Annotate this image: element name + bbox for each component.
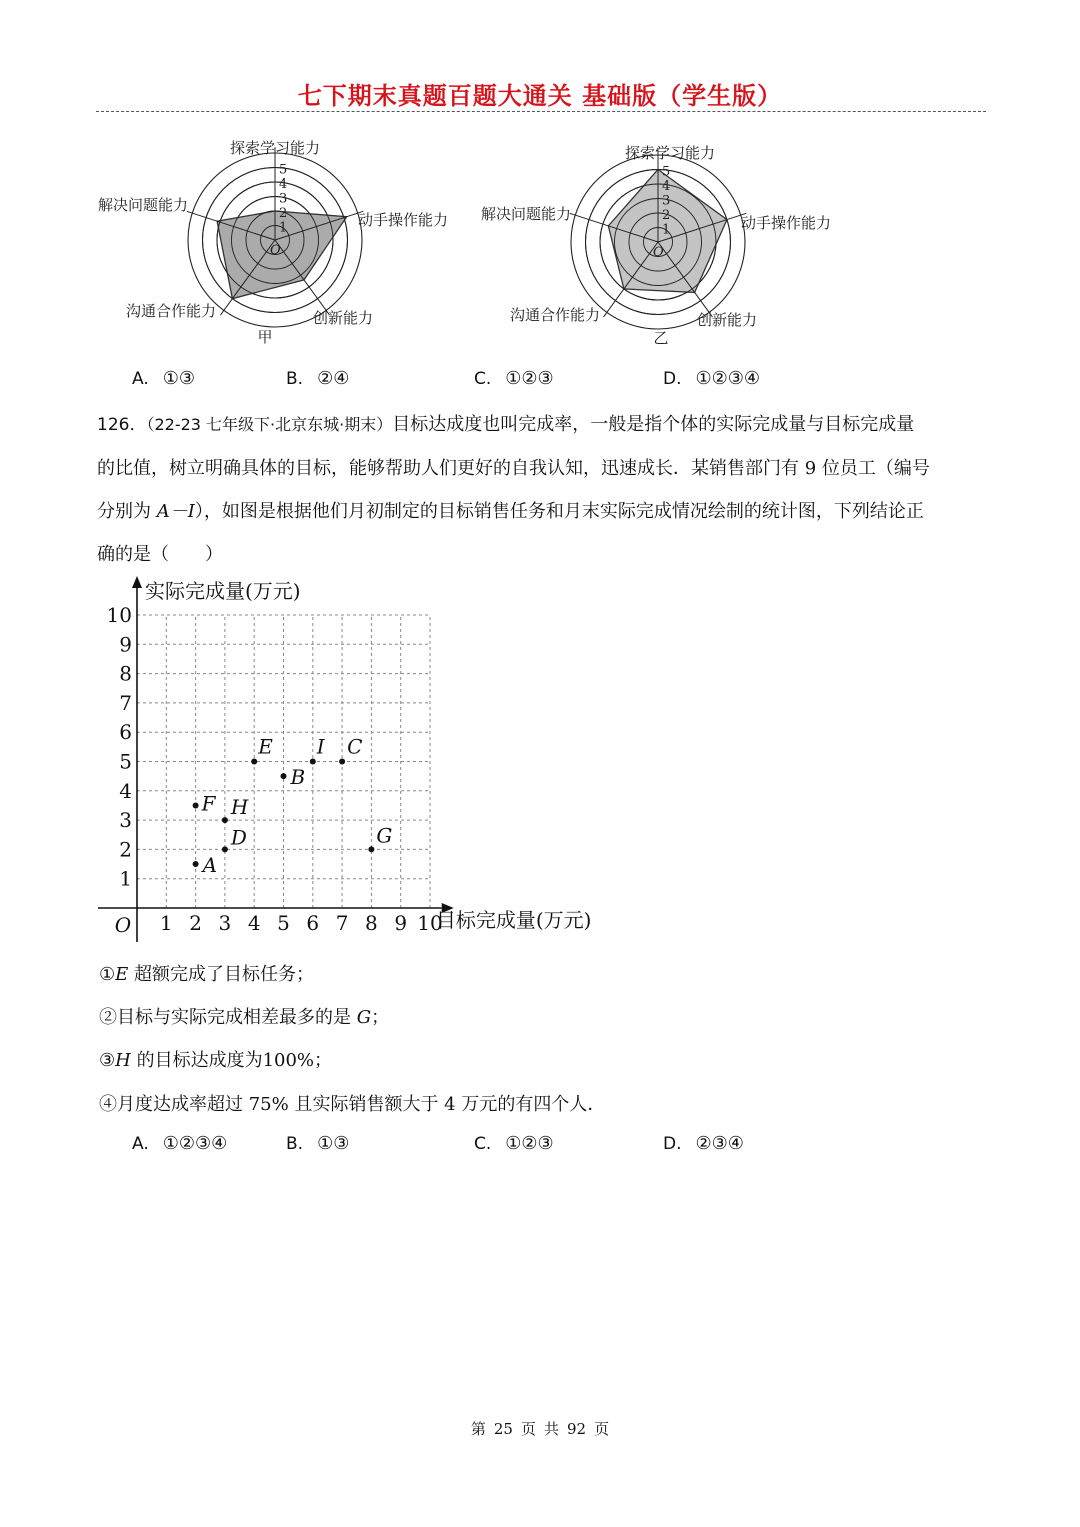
radar-chart-jia xyxy=(90,130,480,355)
data-point-label-d: D xyxy=(230,825,247,850)
q125-option-a[interactable]: A. ①③ xyxy=(132,368,196,389)
y-tick-label: 8 xyxy=(119,661,132,686)
data-point-label-c: C xyxy=(347,734,363,759)
statement-1: ①E 超额完成了目标任务； xyxy=(99,964,315,985)
x-tick-label: 5 xyxy=(277,911,290,935)
radar-chart-yi xyxy=(475,135,865,360)
q126-line-2: 的比值，树立明确具体的目标，能够帮助人们更好的自我认知，迅速成长．某销售部门有 9 位员工（编号 xyxy=(97,458,930,479)
radar-tick-label: 5 xyxy=(662,164,671,180)
radar-origin-label: O xyxy=(653,245,664,260)
radar-tick-label: 2 xyxy=(279,206,288,221)
radar-axis-label: 探索学习能力 xyxy=(229,139,321,157)
radar-axis-label: 探索学习能力 xyxy=(624,144,716,162)
data-point-f xyxy=(193,802,199,808)
y-axis-arrow xyxy=(132,576,142,588)
radar-axis-label: 动手操作能力 xyxy=(358,211,449,229)
x-tick-label: 8 xyxy=(365,911,378,935)
scatter-chart xyxy=(90,570,620,950)
q126-option-a[interactable]: A. ①②③④ xyxy=(132,1133,228,1154)
x-tick-label: 1 xyxy=(159,911,173,935)
radar-tick-label: 3 xyxy=(662,193,671,209)
y-tick-label: 7 xyxy=(119,690,132,715)
x-tick-label: 4 xyxy=(247,911,261,935)
page-footer: 第 25 页 共 92 页 xyxy=(470,1420,610,1438)
total-pages: 92 xyxy=(567,1420,587,1438)
data-point-b xyxy=(281,773,287,779)
data-point-label-g: G xyxy=(376,823,393,848)
radar-axis-label: 创新能力 xyxy=(313,309,374,327)
x-axis-label: 目标完成量(万元) xyxy=(435,908,592,932)
y-tick-label: 1 xyxy=(119,866,132,891)
page-title: 七下期末真题百题大通关 基础版（学生版） xyxy=(297,81,783,110)
radar-tick-label: 3 xyxy=(279,191,288,207)
data-point-label-b: B xyxy=(290,765,306,790)
q125-options xyxy=(0,368,1080,398)
statement-2: ②目标与实际完成相差最多的是 G； xyxy=(99,1007,390,1028)
radar-tick-label: 2 xyxy=(662,208,671,223)
radar-tick-label: 5 xyxy=(279,162,288,178)
q126-stem xyxy=(97,403,979,576)
radar-axis-label: 沟通合作能力 xyxy=(510,306,601,324)
radar-tick-label: 1 xyxy=(662,222,671,238)
x-tick-label: 6 xyxy=(306,911,320,935)
data-point-label-h: H xyxy=(230,795,249,820)
radar-axis-label: 解决问题能力 xyxy=(98,196,189,214)
data-point-a xyxy=(193,861,199,867)
radar-caption: 甲 xyxy=(257,328,273,346)
data-point-label-e: E xyxy=(258,734,273,759)
q126-option-c[interactable]: C. ①②③ xyxy=(474,1133,554,1154)
y-tick-label: 4 xyxy=(119,778,132,803)
question-number: 126． xyxy=(97,415,147,435)
data-point-c xyxy=(339,759,345,765)
radar-axis-label: 沟通合作能力 xyxy=(126,302,217,320)
current-page: 25 xyxy=(493,1420,513,1438)
q126-option-b[interactable]: B. ①③ xyxy=(286,1133,350,1154)
radar-caption: 乙 xyxy=(653,329,669,347)
x-tick-label: 3 xyxy=(218,911,232,935)
statement-4: ④月度达成率超过 75% 且实际销售额大于 4 万元的有四个人． xyxy=(99,1094,606,1115)
data-point-d xyxy=(222,846,228,852)
data-point-g xyxy=(368,846,374,852)
y-tick-label: 5 xyxy=(119,749,132,774)
y-axis-label: 实际完成量(万元) xyxy=(145,579,301,603)
origin-label: O xyxy=(114,913,132,937)
data-point-i xyxy=(310,759,316,765)
x-tick-label: 7 xyxy=(335,911,349,935)
statement-3: ③H 的目标达成度为100%； xyxy=(99,1050,333,1071)
question-source: （22-23 七年级下·北京东城·期末） xyxy=(146,415,393,434)
q126-line-4: 确的是（ ） xyxy=(97,544,223,565)
data-point-e xyxy=(251,759,257,765)
q126-option-d[interactable]: D. ②③④ xyxy=(663,1133,744,1154)
q126-line-1: 126．（22-23 七年级下·北京东城·期末）目标达成度也叫完成率，一般是指个体的实际完成量与目标完成量 xyxy=(97,414,915,435)
radar-origin-label: O xyxy=(270,243,281,258)
x-tick-label: 10 xyxy=(417,911,443,935)
data-point-label-a: A xyxy=(202,853,218,878)
radar-tick-label: 4 xyxy=(662,179,671,194)
q126-options xyxy=(0,1133,1080,1163)
data-point-label-i: I xyxy=(316,734,325,759)
x-tick-label: 2 xyxy=(189,911,202,935)
data-point-h xyxy=(222,817,228,823)
header-divider xyxy=(96,111,986,112)
radar-axis-label: 动手操作能力 xyxy=(741,214,832,232)
q126-line-3: 分别为 A－I），如图是根据他们月初制定的目标销售任务和月末实际完成情况绘制的统计图，下列结论正 xyxy=(97,501,924,522)
radar-tick-label: 1 xyxy=(279,220,288,236)
x-tick-label: 9 xyxy=(394,911,408,935)
q125-option-d[interactable]: D. ①②③④ xyxy=(663,368,761,389)
radar-tick-label: 4 xyxy=(279,177,288,192)
q125-option-b[interactable]: B. ②④ xyxy=(286,368,350,389)
y-tick-label: 2 xyxy=(119,837,132,862)
y-tick-label: 6 xyxy=(119,720,132,745)
data-point-label-f: F xyxy=(201,791,216,816)
radar-axis-label: 创新能力 xyxy=(697,311,758,329)
y-tick-label: 10 xyxy=(106,603,132,627)
y-tick-label: 3 xyxy=(119,808,132,833)
y-tick-label: 9 xyxy=(119,632,132,657)
radar-axis-label: 解决问题能力 xyxy=(481,205,572,223)
q125-option-c[interactable]: C. ①②③ xyxy=(474,368,554,389)
